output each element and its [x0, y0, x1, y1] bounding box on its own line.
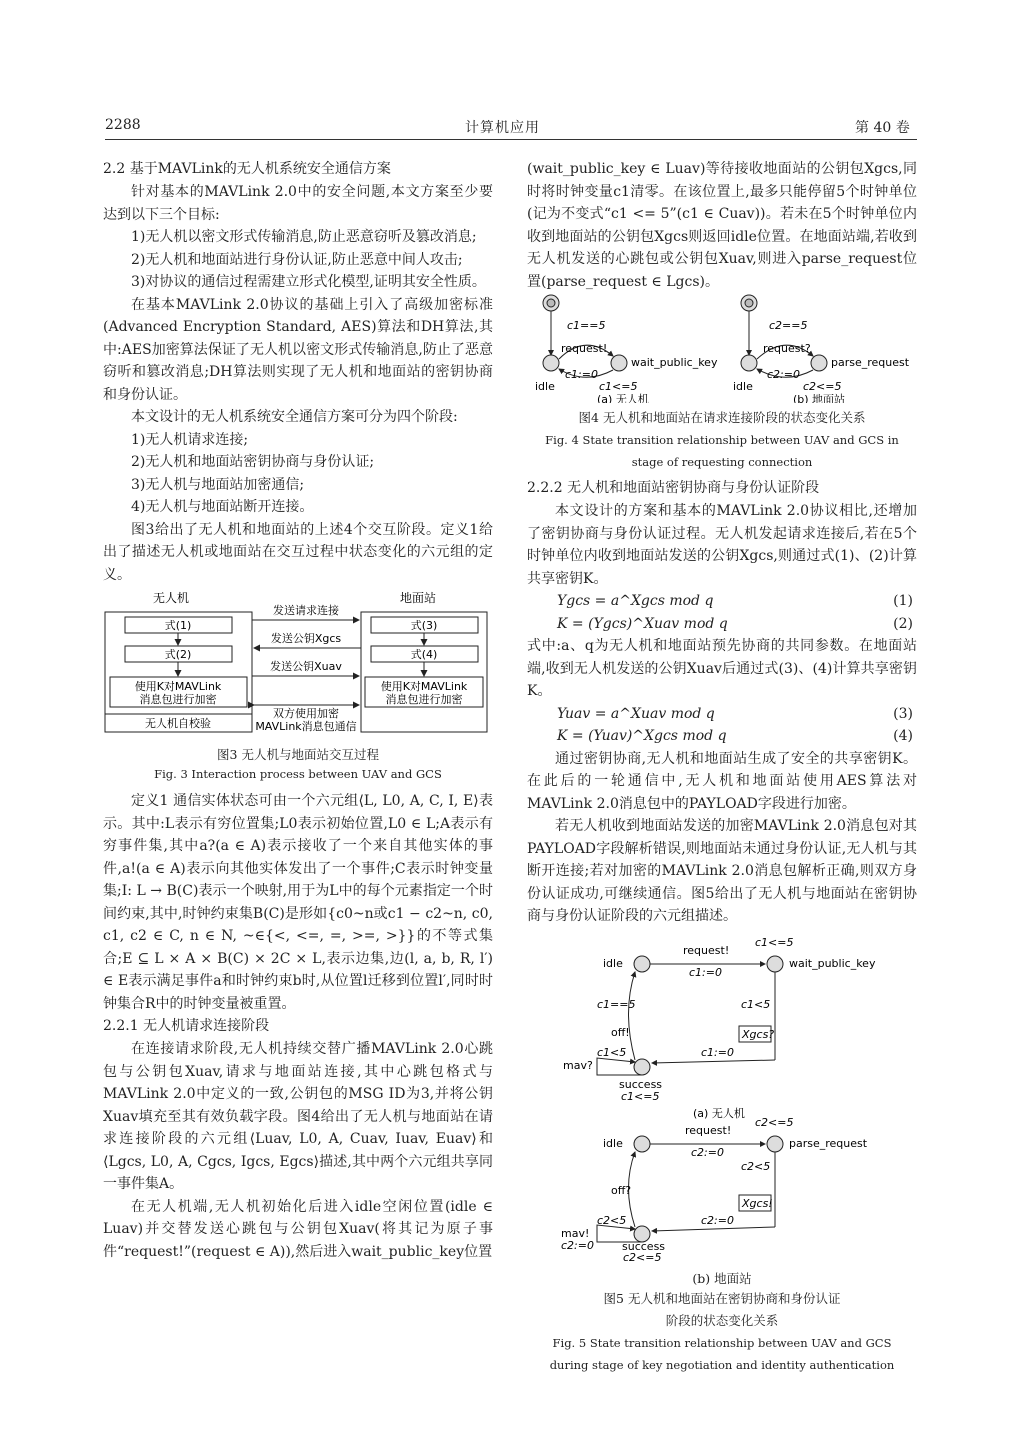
figure-5-caption-cn-1: 图5 无人机和地面站在密钥协商和身份认证: [603, 1290, 841, 1306]
equation-1: [527, 590, 917, 613]
fig5b-reset2: c2:=0: [701, 1213, 734, 1227]
equation-3: [527, 703, 917, 726]
fig4a-invariant: c1<=5: [599, 380, 638, 393]
fig5a-reset1: c1:=0: [689, 965, 722, 979]
fig4b-action: request?: [763, 342, 811, 355]
fig4a-idle-label: idle: [535, 380, 555, 393]
equation-4-body: K = (Yuav)^Xgcs mod q: [557, 728, 727, 744]
figure-5-label-b: (b) 地面站: [692, 1270, 752, 1286]
uav-formula-1: 式(1): [164, 619, 192, 632]
fig5a-request: request!: [683, 943, 730, 957]
paragraph: 针对基本的MAVLink 2.0中的安全问题,本文方案至少要达到以下三个目标:: [103, 184, 493, 223]
fig5a-mav: mav?: [563, 1058, 593, 1072]
fig5a-idle-label: idle: [603, 956, 623, 970]
fig5b-xgcs: Xgcs!: [742, 1196, 773, 1210]
section-title-2-2: 2.2 基于MAVLink的无人机系统安全通信方案: [103, 161, 391, 177]
fig5b-success-label: success: [622, 1239, 666, 1253]
figure-4: [527, 293, 917, 473]
goal-item: 2)无人机和地面站进行身份认证,防止恶意中间人攻击;: [131, 251, 463, 268]
figure-4-caption-en-1: Fig. 4 State transition relationship between UAV and GCS in: [545, 433, 899, 447]
figure-5-caption-en-2: during stage of key negotiation and identity authentication: [549, 1357, 895, 1372]
paragraph: 通过密钥协商,无人机和地面站生成了安全的共享密钥K。在此后的一轮通信中,无人机和地面站使用AES算法对MAVLink 2.0消息包中的PAYLOAD字段进行加密。: [527, 750, 917, 812]
stage-item: 2)无人机和地面站密钥协商与身份认证;: [131, 454, 375, 470]
paragraph: 若无人机收到地面站发送的加密MAVLink 2.0消息包对其PAYLOAD字段解析错误,则地面站未通过身份认证,无人机与其断开连接;若对加密的MAVLink 2.0消息包解析正确,则双方身份认证成功,可继续通信。图5给出了无人机与地面站在密钥协商与身份认证阶段的六元组描述。: [527, 818, 917, 924]
paragraph: (wait_public_key ∈ Luav)等待接收地面站的公钥包Xgcs,同时将时钟变量c1清零。在该位置上,最多只能停留5个时钟单位(记为不变式“c1 <= 5”(c1 ∈ Cuav))。若未在5个时钟单位内收到地面站的公钥包Xgcs则返回idle位置。在地面站端,若收到无人机发送的心跳包或公钥包Xuav,则进入parse_request位置(parse_request ∈ Lgcs)。: [527, 161, 917, 290]
left-column: [103, 158, 493, 1263]
paragraph: 在连接请求阶段,无人机持续交替广播MAVLink 2.0心跳包与公钥包Xuav,请求与地面站连接,其中心跳包格式与MAVLink 2.0中定义的一致,公钥包的MSG ID为3,并将公钥Xuav填充至其有效负载字段。图4给出了无人机与地面站在请求连接阶段的六元组⟨Luav, L0, A, Cuav, Iuav, Euav⟩和⟨Lgcs, L0, A, Cgcs, Igcs, Egcs⟩描述,其中两个六元组共享同一事件集A。: [103, 1041, 493, 1192]
gcs-formula-4: 式(4): [410, 648, 438, 661]
fig5a-c1eq5: c1==5: [597, 997, 636, 1011]
stage-item: 4)无人机与地面站断开连接。: [131, 499, 314, 515]
equation-1-body: Ygcs = a^Xgcs mod q: [557, 593, 714, 609]
page-number: 2288: [105, 117, 141, 133]
fig5b-c2lt5: c2<5: [741, 1159, 771, 1173]
section-title-2-2-2: 2.2.2 无人机和地面站密钥协商与身份认证阶段: [527, 480, 820, 496]
header-rule: [105, 139, 917, 140]
section-title-2-2-1: 2.2.1 无人机请求连接阶段: [103, 1018, 270, 1034]
fig5a-c1lt5: c1<5: [741, 997, 771, 1011]
fig4b-parse-label: parse_request: [831, 356, 910, 369]
fig4b-guard: c2==5: [769, 319, 808, 332]
fig5a-inv1: c1<=5: [755, 935, 794, 949]
msg-send-xgcs: 发送公钥Xgcs: [270, 632, 342, 645]
figure-3-diagram: [103, 590, 493, 740]
goal-item: 1)无人机以密文形式传输消息,防止恶意窃听及篡改消息;: [131, 229, 477, 245]
fig4b-parse-state: [811, 355, 827, 371]
gcs-formula-3: 式(3): [410, 619, 438, 632]
fig4a-action: request!: [561, 342, 608, 355]
fig5a-wait-label: wait_public_key: [789, 956, 876, 970]
fig5b-parse-state: [767, 1136, 783, 1152]
figure-4-diagram: [527, 293, 917, 403]
fig4a-idle-state: [543, 355, 559, 371]
figure-3: [103, 590, 493, 782]
paragraph: 图3给出了无人机和地面站的上述4个交互阶段。定义1给出了描述无人机或地面站在交互过程中状态变化的六元组的定义。: [103, 521, 493, 583]
fig5b-parse-label: parse_request: [789, 1136, 868, 1150]
equation-1-number: (1): [893, 593, 913, 609]
figure-5-caption-en-1: Fig. 5 State transition relationship between UAV and GCS: [552, 1335, 892, 1350]
fig5a-c1lt5b: c1<5: [597, 1045, 627, 1059]
uav-encrypt-line2: 消息包进行加密: [139, 693, 217, 706]
figure-5-caption-cn-2: 阶段的状态变化关系: [665, 1312, 779, 1328]
right-column: [527, 158, 917, 1376]
fig4b-invariant: c2<=5: [803, 380, 842, 393]
paragraph: 式中:a、q为无人机和地面站预先协商的共同参数。在地面站端,收到无人机发送的公钥Xuav后通过式(3)、(4)计算共享密钥K。: [527, 638, 917, 699]
figure-5: [527, 932, 917, 1376]
fig5a-inv2: c1<=5: [621, 1089, 660, 1103]
volume-label: 第 40 卷: [855, 120, 910, 136]
equation-2-body: K = (Ygcs)^Xuav mod q: [557, 615, 728, 632]
fig5b-c2lt5b: c2<5: [597, 1213, 627, 1227]
uav-formula-2: 式(2): [164, 648, 192, 661]
msg-send-xuav: 发送公钥Xuav: [270, 660, 342, 673]
msg-encrypted-line1: 双方使用加密: [273, 707, 339, 720]
fig5a-success-state: [634, 1059, 650, 1075]
fig4b-reset: c2:=0: [767, 368, 800, 381]
msg-encrypted-line2: MAVLink消息包通信: [255, 720, 357, 733]
equation-3-body: Yuav = a^Xuav mod q: [557, 705, 715, 722]
stage-item: 3)无人机与地面站加密通信;: [131, 476, 305, 493]
gcs-encrypt-line2: 消息包进行加密: [385, 693, 463, 706]
uav-encrypt-line1: 使用K对MAVLink: [134, 680, 222, 693]
definition-1: 定义1 通信实体状态可由一个六元组⟨L, L0, A, C, I, E⟩表示。其中:L表示有穷位置集;L0表示初始位置,L0 ∈ L;A表示有穷事件集,其中a?(a ∈ A)表示接收了一个来自其他实体的事件,a!(a ∈ A)表示向其他实体发出了一个事件;C表示时钟变量集;I: L → B(C)表示一个映射,用于为L中的每个元素指定一个时间约束,其中,时钟约束集B(C)是形如{c0~n或c1 − c2~n, c0, c1, c2 ∈ C, n ∈ N, ~∈{<, <=, =, >=, >}}的不等式集合;E ⊆ L × A × B(C) × 2C × L,表示边集,边(l, a, b, R, l′) ∈ E表示满足事件a和时钟约束b时,从位置l迁移到位置l′,同时时钟集合R中的时钟变量被重置。: [103, 793, 493, 1012]
fig5b-idle-state: [634, 1136, 650, 1152]
fig5b-reset1: c2:=0: [691, 1145, 724, 1159]
fig4a-label: (a) 无人机: [597, 393, 649, 403]
figure-4-caption-en-2: stage of requesting connection: [631, 455, 813, 469]
fig5b-off: off?: [611, 1183, 632, 1197]
paragraph: 在无人机端,无人机初始化后进入idle空闲位置(idle ∈ Luav)并交替发送心跳包与公钥包Xuav(将其记为原子事件“request!”(request ∈ A)),然后进入wait_public_key位置: [103, 1198, 493, 1260]
fig5a-idle-state: [634, 956, 650, 972]
fig5a-xgcs: Xgcs?: [742, 1027, 775, 1041]
figure-4-caption-cn: 图4 无人机和地面站在请求连接阶段的状态变化关系: [578, 410, 866, 425]
gcs-encrypt-line1: 使用K对MAVLink: [380, 680, 468, 693]
paragraph: 在基本MAVLink 2.0协议的基础上引入了高级加密标准(Advanced Encryption Standard, AES)算法和DH算法,其中:AES加密算法保证了无人机以密文形式传输消息,防止了恶意窃听和篡改消息;DH算法则实现了无人机和地面站的密钥协商和身份认证。: [103, 296, 493, 403]
figure-3-caption-en: Fig. 3 Interaction process between UAV and GCS: [154, 767, 442, 781]
fig5b-request: request!: [685, 1123, 732, 1137]
equation-2-number: (2): [893, 615, 913, 632]
fig4b-idle-state: [741, 355, 757, 371]
paragraph: 本文设计的方案和基本的MAVLink 2.0协议相比,还增加了密钥协商与身份认证过程。无人机发起请求连接后,若在5个时钟单位内收到地面站发送的公钥Xgcs,则通过式(1)、(2)计算共享密钥K。: [527, 503, 917, 587]
fig4b-idle-label: idle: [733, 380, 753, 393]
equation-4-number: (4): [893, 728, 913, 744]
fig5b-idle-label: idle: [603, 1136, 623, 1150]
gcs-title: 地面站: [400, 591, 437, 605]
fig4b-label: (b) 地面站: [793, 393, 846, 403]
stage-item: 1)无人机请求连接;: [131, 431, 249, 448]
equation-4: [527, 725, 917, 748]
fig5b-mav: mav!: [561, 1226, 590, 1240]
figure-3-caption-cn: 图3 无人机与地面站交互过程: [217, 747, 379, 762]
fig5a-reset2: c1:=0: [701, 1045, 734, 1059]
figure-5-diagram: [527, 932, 917, 1262]
goal-item: 3)对协议的通信过程需建立形式化模型,证明其安全性质。: [131, 274, 486, 290]
fig4a-guard: c1==5: [567, 319, 606, 332]
fig5b-inv2: c2<=5: [623, 1250, 662, 1262]
equation-2: [527, 613, 917, 636]
fig5a-label: (a) 无人机: [693, 1106, 745, 1120]
fig4a-wait-label: wait_public_key: [631, 356, 718, 369]
paragraph: 本文设计的无人机系统安全通信方案可分为四个阶段:: [131, 409, 458, 425]
equation-3-number: (3): [893, 705, 913, 722]
fig5a-success-label: success: [619, 1077, 663, 1091]
fig5a-off: off!: [611, 1025, 630, 1039]
journal-name: 计算机应用: [465, 120, 540, 136]
fig4a-wait-state: [611, 355, 627, 371]
fig5b-inv1: c2<=5: [755, 1115, 794, 1129]
fig5a-wait-state: [767, 956, 783, 972]
fig4a-reset: c1:=0: [565, 368, 598, 381]
msg-request-connect: 发送请求连接: [273, 604, 339, 617]
uav-title: 无人机: [153, 591, 190, 605]
fig5b-mav-reset: c2:=0: [561, 1238, 594, 1252]
uav-self-check: 无人机自校验: [145, 717, 211, 730]
